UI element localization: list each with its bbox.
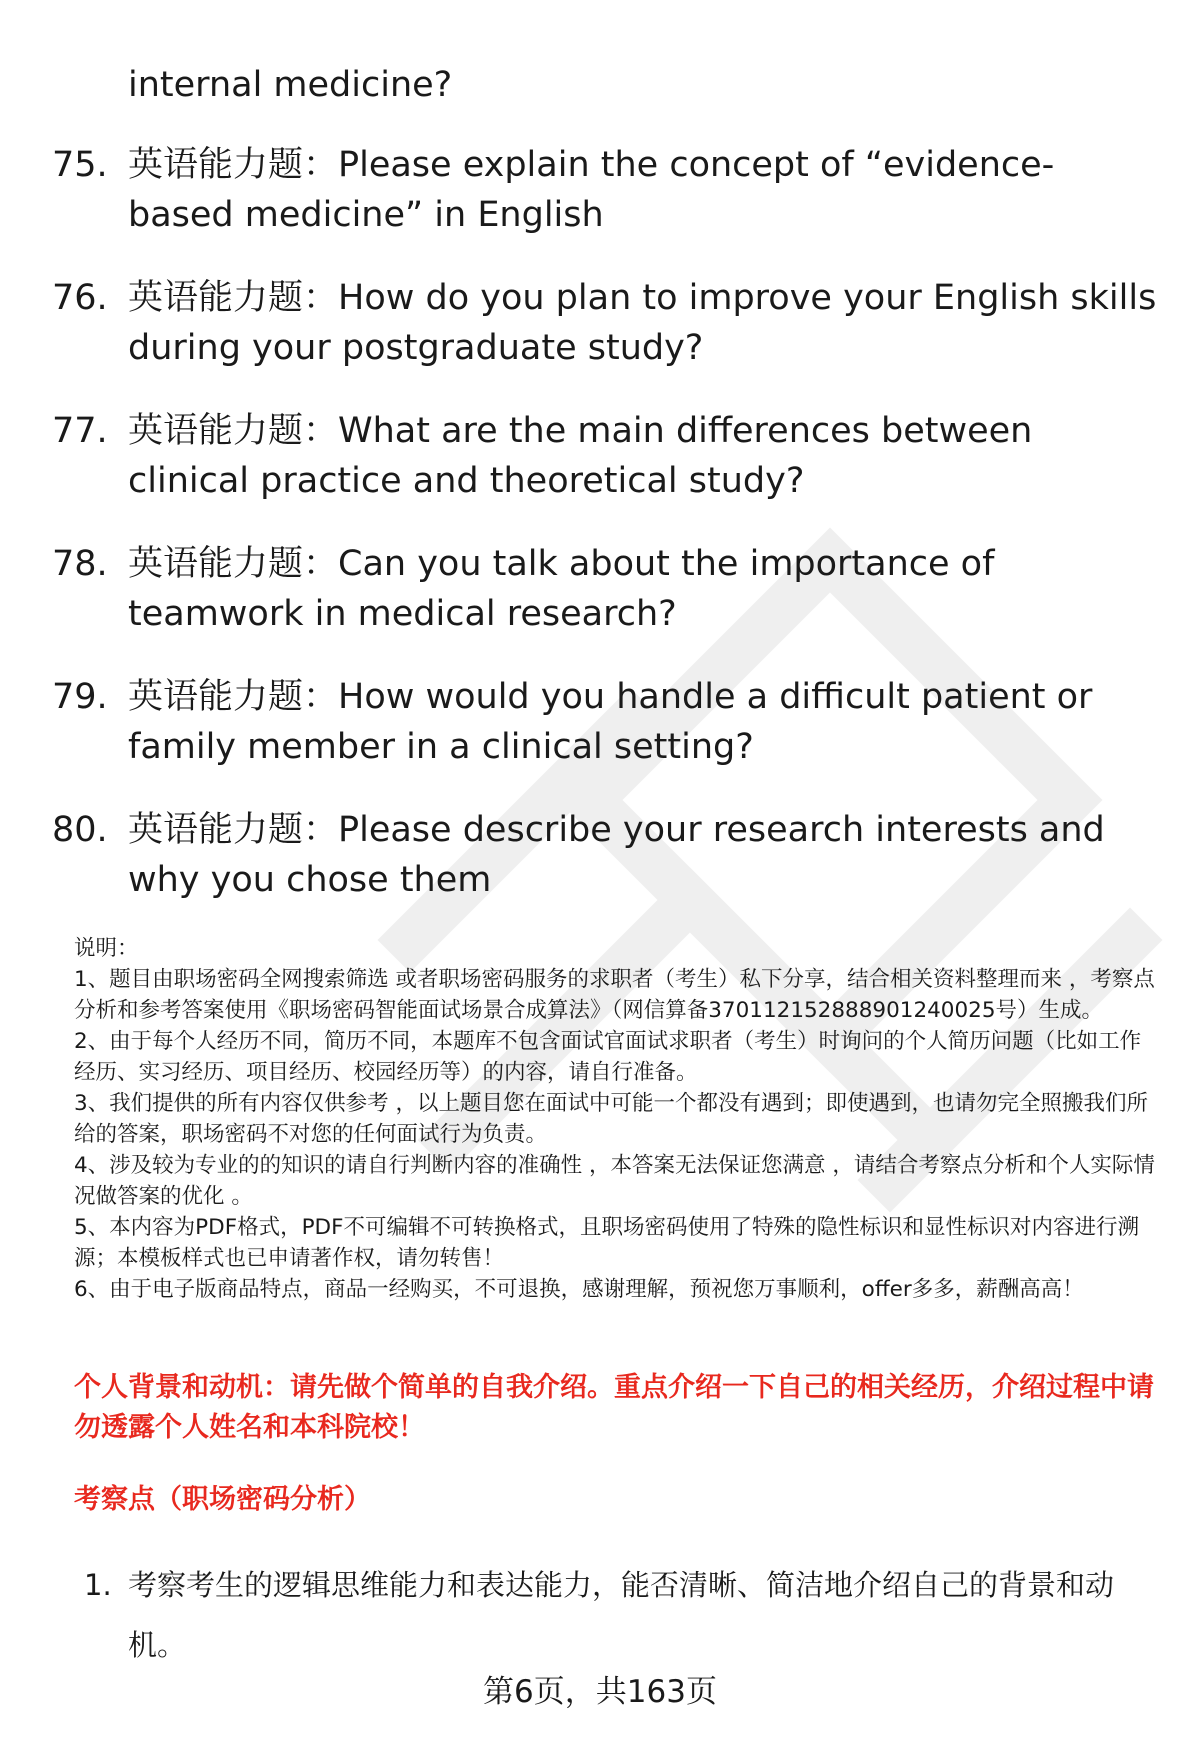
question-item: [0, 805, 1158, 905]
notes-title: 说明：: [74, 936, 139, 961]
question-number: 80.: [52, 810, 108, 850]
question-number: 75.: [52, 145, 108, 185]
question-number: 77.: [52, 411, 108, 451]
notes-item: 4、涉及较为专业的的知识的请自行判断内容的准确性 ，本答案无法保证您满意 ，请结合考察点分析和个人实际情况做答案的优化 。: [74, 1153, 1155, 1209]
notes-item: 1、题目由职场密码全网搜索筛选 或者职场密码服务的求职者（考生）私下分享，结合相关资料整理而来 ，考察点分析和参考答案使用《职场密码智能面试场景合成算法》（网信算备370112152888901240025号）生成。: [74, 967, 1155, 1023]
disclaimer-notes: [74, 933, 1160, 1305]
question-item: [0, 406, 1158, 506]
notes-item: 6、由于电子版商品特点，商品一经购买，不可退换，感谢理解，预祝您万事顺利，offer多多，薪酬高高！: [74, 1277, 1084, 1302]
question-list: [0, 140, 1200, 938]
notes-item: 5、本内容为PDF格式，PDF不可编辑不可转换格式，且职场密码使用了特殊的隐性标识和显性标识对内容进行溯源；本模板样式也已申请著作权，请勿转售！: [74, 1215, 1139, 1271]
question-item: [0, 672, 1158, 772]
notes-item: 2、由于每个人经历不同，简历不同，本题库不包含面试官面试求职者（考生）时询问的个人简历问题（比如工作经历、实习经历、项目经历、校园经历等）的内容，请自行准备。: [74, 1029, 1142, 1085]
question-text: 英语能力题：Can you talk about the importance of teamwork in medical research?: [128, 544, 995, 634]
question-text: 英语能力题：How do you plan to improve your English skills during your postgraduate study?: [128, 278, 1157, 368]
question-text: 英语能力题：How would you handle a difficult patient or family member in a clinical setting?: [128, 677, 1093, 767]
section-heading: 个人背景和动机：请先做个简单的自我介绍。重点介绍一下自己的相关经历，介绍过程中请勿透露个人姓名和本科院校！: [74, 1372, 1154, 1443]
analysis-point: [84, 1555, 1164, 1675]
question-item: [0, 273, 1158, 373]
notes-item: 3、我们提供的所有内容仅供参考 ，以上题目您在面试中可能一个都没有遇到；即使遇到，也请勿完全照搬我们所给的答案，职场密码不对您的任何面试行为负责。: [74, 1091, 1149, 1147]
question-number: 78.: [52, 544, 108, 584]
point-number: 1.: [84, 1568, 112, 1602]
analysis-heading: 考察点（职场密码分析）: [74, 1484, 371, 1515]
continued-question-fragment: internal medicine?: [128, 65, 453, 105]
question-text: 英语能力题：Please describe your research interests and why you chose them: [128, 810, 1105, 900]
question-text: 英语能力题：Please explain the concept of “evidence-based medicine” in English: [128, 145, 1055, 235]
question-item: [0, 539, 1158, 639]
question-number: 79.: [52, 677, 108, 717]
question-item: [0, 140, 1158, 240]
page-footer: 第6页，共163页: [483, 1674, 717, 1710]
question-text: 英语能力题：What are the main differences between clinical practice and theoretical study?: [128, 411, 1033, 501]
question-number: 76.: [52, 278, 108, 318]
point-text: 考察考生的逻辑思维能力和表达能力，能否清晰、简洁地介绍自己的背景和动机。: [128, 1568, 1115, 1662]
